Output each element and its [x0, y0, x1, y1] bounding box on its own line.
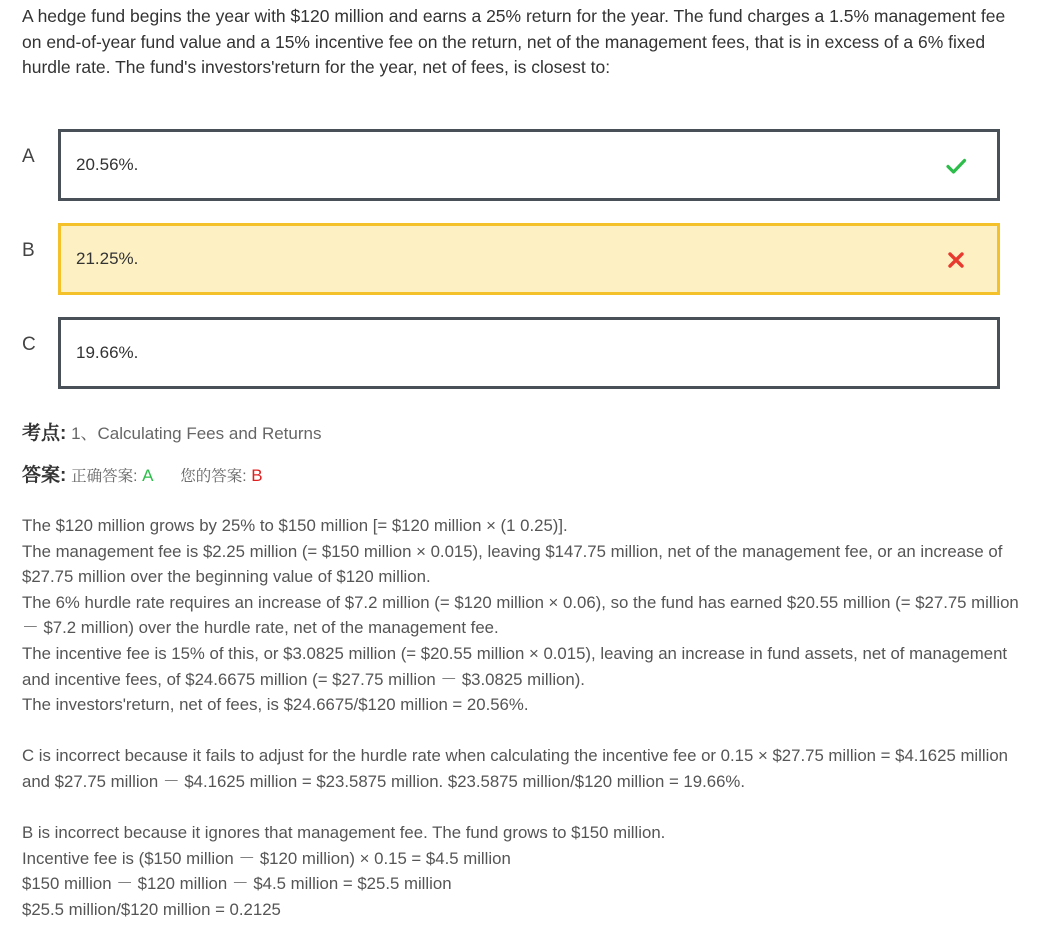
- topic-row: [22, 422, 321, 446]
- explanation-line: The incentive fee is 15% of this, or $3.0825 million (= $20.55 million × 0.015), leaving an increase in fund assets, net of management and incentive fees, of $24.6675 million (= $27.75 million － $3.0825 million).: [22, 643, 1008, 689]
- correct-answer-value: A: [142, 466, 154, 485]
- explanation-line: The $120 million grows by 25% to $150 million [= $120 million × (1 0.25)].: [22, 516, 568, 535]
- answer-label: 答案:: [22, 465, 67, 486]
- correct-answer-label: 正确答案:: [71, 468, 138, 485]
- explanation-line: The investors'return, net of fees, is $24.6675/$120 million = 20.56%.: [22, 695, 529, 715]
- option-b[interactable]: [58, 223, 1000, 295]
- answer-row: [22, 464, 263, 489]
- question-text: A hedge fund begins the year with $120 million and earns a 25% return for the year. The fund charges a 1.5% management fee on end-of-year fund value and a 15% incentive fee on the return, net of the management fees, that is in excess of a 6% fixed hurdle rate. The fund's investors'return for the year, net of fees, is closest to:: [22, 6, 1006, 77]
- explanation-line: $25.5 million/$120 million = 0.2125: [22, 899, 281, 919]
- your-answer-label: 您的答案:: [180, 468, 247, 485]
- explanation-line: B is incorrect because it ignores that management fee. The fund grows to $150 million.: [22, 823, 666, 843]
- option-a[interactable]: [58, 129, 1000, 201]
- check-icon: [945, 155, 967, 177]
- explanation: [22, 513, 1022, 923]
- topic-label: 考点:: [22, 423, 67, 444]
- option-c-text: 19.66%.: [76, 343, 139, 362]
- option-c-letter: C: [22, 334, 36, 355]
- explanation-line: The management fee is $2.25 million (= $150 million × 0.015), leaving $147.75 million, net of the management fee, or an increase of $27.75 million over the beginning value of $120 million.: [22, 541, 1003, 587]
- explanation-line: Incentive fee is ($150 million － $120 million) × 0.15 = $4.5 million: [22, 848, 511, 868]
- explanation-line: C is incorrect because it fails to adjust for the hurdle rate when calculating the incentive fee or 0.15 × $27.75 million = $4.1625 million and $27.75 million － $4.1625 million = $23.5875 million. $23.5875 million/$120 million = 19.66%.: [22, 746, 1008, 791]
- option-c[interactable]: [58, 317, 1000, 389]
- option-b-letter: B: [22, 240, 35, 261]
- option-b-text: 21.25%.: [76, 249, 139, 268]
- explanation-line: The 6% hurdle rate requires an increase of $7.2 million (= $120 million × 0.06), so the fund has earned $20.55 million (= $27.75 million － $7.2 million) over the hurdle rate, net of the management fee.: [22, 592, 1019, 638]
- your-answer-value: B: [251, 466, 263, 485]
- explanation-spacer: [22, 795, 1022, 821]
- option-a-letter: A: [22, 146, 35, 167]
- explanation-line: $150 million － $120 million － $4.5 million = $25.5 million: [22, 874, 452, 894]
- cross-icon: [945, 249, 967, 271]
- explanation-spacer: [22, 718, 1022, 744]
- option-a-text: 20.56%.: [76, 155, 139, 174]
- topic-value: 1、Calculating Fees and Returns: [71, 424, 322, 443]
